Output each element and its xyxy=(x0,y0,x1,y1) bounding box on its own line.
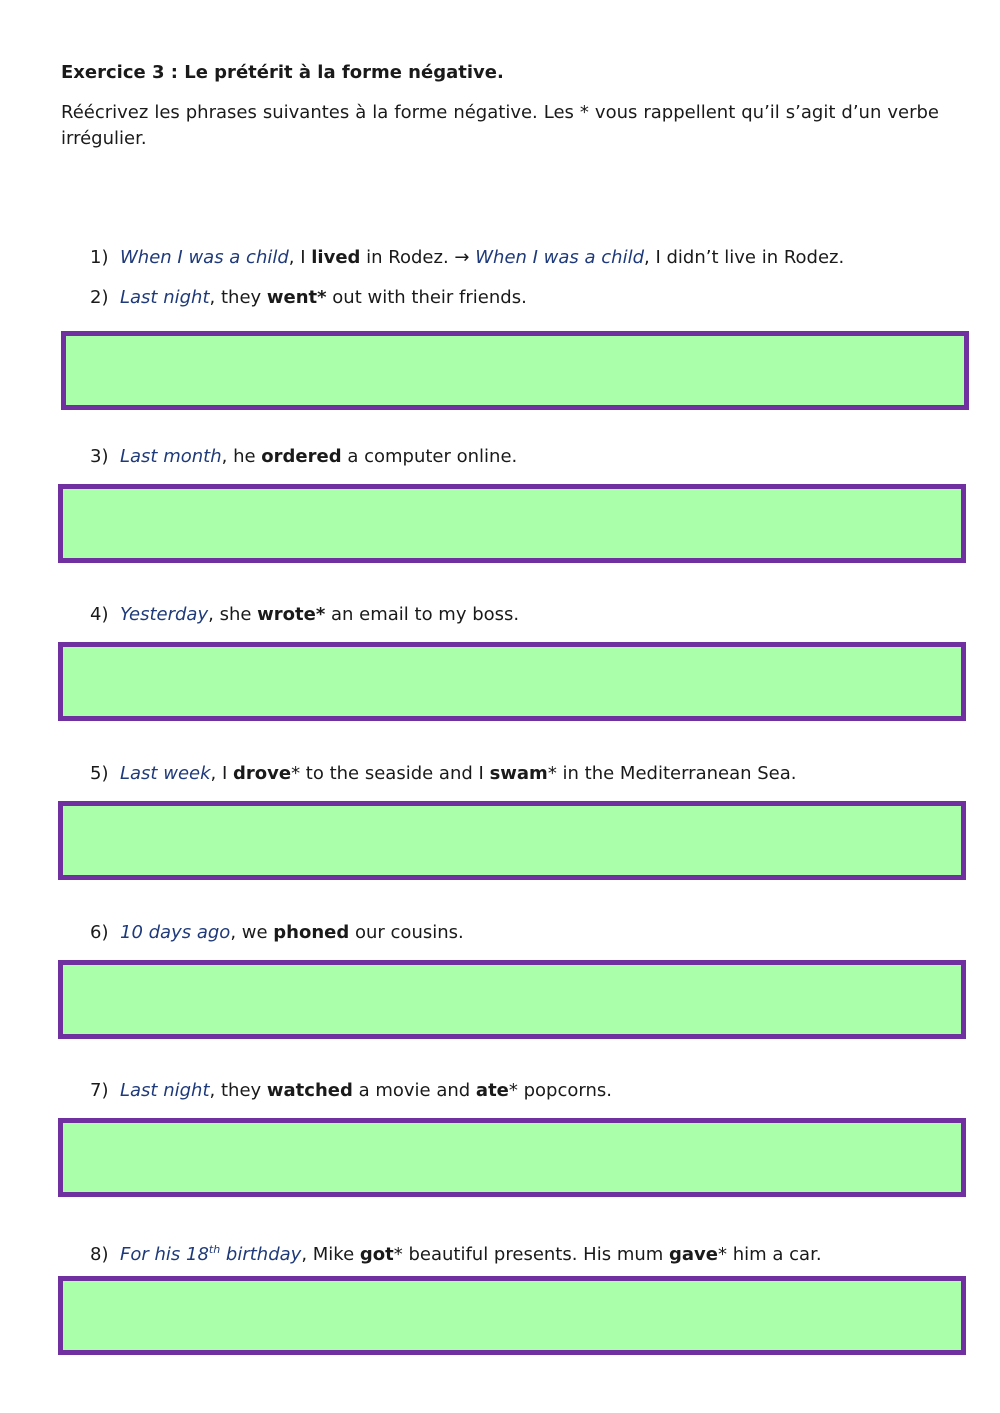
time-expression-part: birthday xyxy=(220,1244,302,1265)
question-number: 2) xyxy=(90,287,109,308)
verb: drove xyxy=(233,763,292,784)
question-number: 5) xyxy=(90,763,109,784)
ordinal-suffix: th xyxy=(208,1243,221,1256)
sentence-text: , they xyxy=(209,1080,267,1101)
verb: gave xyxy=(669,1244,718,1265)
verb: swam xyxy=(489,763,548,784)
answer-box-7[interactable] xyxy=(58,1118,966,1197)
verb: went* xyxy=(266,287,327,308)
answer-box-5[interactable] xyxy=(58,801,966,880)
question-number: 7) xyxy=(90,1080,109,1101)
question-number: 3) xyxy=(90,446,109,467)
question-5 xyxy=(90,762,797,786)
sentence-text: , Mike xyxy=(301,1244,360,1265)
time-expression: Last night xyxy=(120,287,210,308)
arrow-icon: → xyxy=(454,247,470,268)
sentence-text: in Rodez. xyxy=(360,247,455,268)
verb: ordered xyxy=(261,446,342,467)
sentence-text: , I xyxy=(288,247,312,268)
sentence-text: * in the Mediterranean Sea. xyxy=(547,763,797,784)
sentence-text: a computer online. xyxy=(341,446,518,467)
sentence-text: out with their friends. xyxy=(326,287,527,308)
answer-box-4[interactable] xyxy=(58,642,966,721)
exercise-title: Exercice 3 : Le prétérit à la forme négative. xyxy=(61,62,504,83)
answer-box-6[interactable] xyxy=(58,960,966,1039)
example-answer: , I didn’t live in Rodez. xyxy=(644,247,845,268)
question-3 xyxy=(90,445,517,469)
time-expression: Yesterday xyxy=(120,604,209,625)
question-2 xyxy=(90,286,527,310)
time-expression-part: For his 18 xyxy=(120,1244,209,1265)
sentence-text: a movie and xyxy=(352,1080,476,1101)
sentence-text: * him a car. xyxy=(718,1244,822,1265)
time-expression: Last week xyxy=(120,763,211,784)
time-expression: Last night xyxy=(120,1080,210,1101)
verb: lived xyxy=(311,247,361,268)
time-expression: 10 days ago xyxy=(120,922,231,943)
verb: phoned xyxy=(273,922,350,943)
sentence-text: our cousins. xyxy=(349,922,464,943)
question-7 xyxy=(90,1079,612,1103)
time-expression xyxy=(120,1244,301,1265)
answer-box-8[interactable] xyxy=(58,1276,966,1355)
question-4 xyxy=(90,603,519,627)
sentence-text: , they xyxy=(209,287,267,308)
sentence-text: * beautiful presents. His mum xyxy=(393,1244,670,1265)
time-expression: When I was a child xyxy=(120,247,289,268)
instructions: Réécrivez les phrases suivantes à la forme négative. Les * vous rappellent qu’il s’agit d’un verbe irrégulier. xyxy=(61,102,939,149)
sentence-text: an email to my boss. xyxy=(325,604,520,625)
question-8 xyxy=(90,1238,822,1267)
question-number: 1) xyxy=(90,247,109,268)
sentence-text: , I xyxy=(210,763,233,784)
time-expression: Last month xyxy=(120,446,222,467)
sentence-text: * to the seaside and I xyxy=(291,763,490,784)
verb: wrote* xyxy=(257,604,326,625)
sentence-text: , she xyxy=(208,604,258,625)
sentence-text: * popcorns. xyxy=(508,1080,612,1101)
question-6 xyxy=(90,921,464,945)
answer-box-2[interactable] xyxy=(61,331,969,410)
verb: watched xyxy=(266,1080,353,1101)
question-number: 8) xyxy=(90,1244,109,1265)
verb: got xyxy=(359,1244,394,1265)
question-number: 4) xyxy=(90,604,109,625)
sentence-text: , we xyxy=(230,922,274,943)
answer-box-3[interactable] xyxy=(58,484,966,563)
verb: ate xyxy=(475,1080,509,1101)
sentence-text: , he xyxy=(221,446,262,467)
question-number: 6) xyxy=(90,922,109,943)
question-1 xyxy=(90,246,844,270)
time-expression: When I was a child xyxy=(475,247,645,268)
